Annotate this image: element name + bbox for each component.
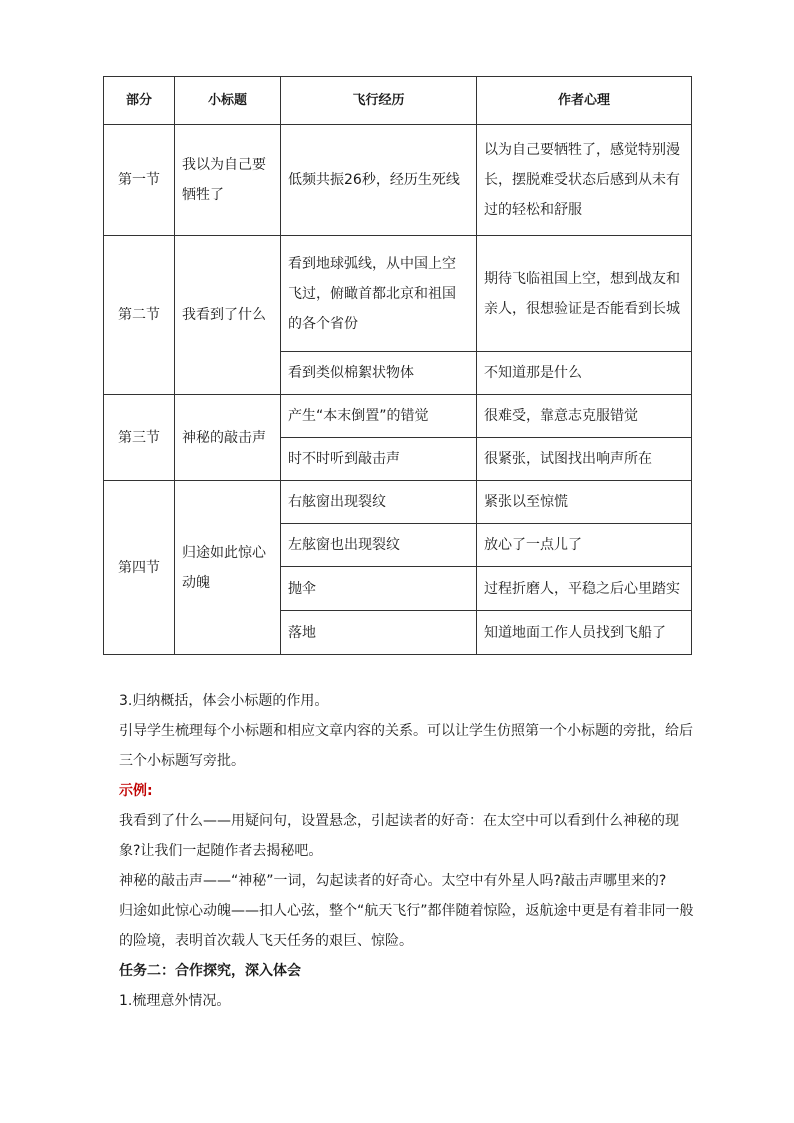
- example-label: 示例:: [119, 783, 153, 799]
- item-3-heading: 3.归纳概括，体会小标题的作用。: [119, 693, 329, 709]
- experience-cell: 低频共振26秒，经历生死线: [281, 125, 477, 236]
- psychology-cell: 紧张以至惊慌: [477, 481, 692, 524]
- table-row: [104, 395, 692, 438]
- section-subtitle: 我看到了什么: [175, 236, 281, 395]
- psychology-cell: 很难受，靠意志克服错觉: [477, 395, 692, 438]
- experience-cell: 左舷窗也出现裂纹: [281, 524, 477, 567]
- section-part: 第二节: [104, 236, 175, 395]
- experience-cell: 落地: [281, 611, 477, 655]
- experience-cell: 抛伞: [281, 567, 477, 611]
- psychology-cell: 期待飞临祖国上空，想到战友和亲人，很想验证是否能看到长城: [477, 236, 692, 352]
- experience-cell: 右舷窗出现裂纹: [281, 481, 477, 524]
- psychology-cell: 不知道那是什么: [477, 352, 692, 395]
- psychology-cell: 很紧张，试图找出响声所在: [477, 438, 692, 481]
- experience-cell: 看到类似棉絮状物体: [281, 352, 477, 395]
- example-paragraph-1: 我看到了什么——用疑问句，设置悬念，引起读者的好奇：在太空中可以看到什么神秘的现象?让我们一起随作者去揭秘吧。: [119, 813, 679, 859]
- experience-cell: 时不时听到敲击声: [281, 438, 477, 481]
- table-row: [104, 481, 692, 524]
- section-part: 第四节: [104, 481, 175, 655]
- table-row: [104, 125, 692, 236]
- example-paragraph-3: 归途如此惊心动魄——扣人心弦，整个“航天飞行”都伴随着惊险，返航途中更是有着非同一般的险境，表明首次载人飞天任务的艰巨、惊险。: [119, 903, 694, 949]
- section-subtitle: 归途如此惊心动魄: [175, 481, 281, 655]
- section-part: 第一节: [104, 125, 175, 236]
- header-psychology: 作者心理: [477, 77, 692, 125]
- section-part: 第三节: [104, 395, 175, 481]
- table-row: [104, 236, 692, 352]
- header-experience: 飞行经历: [281, 77, 477, 125]
- header-subtitle: 小标题: [175, 77, 281, 125]
- guide-paragraph: 引导学生梳理每个小标题和相应文章内容的关系。可以让学生仿照第一个小标题的旁批，给后三个小标题写旁批。: [119, 723, 693, 769]
- table-header-row: [104, 77, 692, 125]
- item-1-heading: 1.梳理意外情况。: [119, 993, 231, 1009]
- psychology-cell: 以为自己要牺牲了，感觉特别漫长，摆脱难受状态后感到从未有过的轻松和舒服: [477, 125, 692, 236]
- experience-cell: 产生“本末倒置”的错觉: [281, 395, 477, 438]
- document-body: [119, 686, 699, 1016]
- section-subtitle: 神秘的敲击声: [175, 395, 281, 481]
- psychology-cell: 过程折磨人，平稳之后心里踏实: [477, 567, 692, 611]
- section-subtitle: 我以为自己要牺牲了: [175, 125, 281, 236]
- psychology-cell: 放心了一点儿了: [477, 524, 692, 567]
- experience-cell: 看到地球弧线，从中国上空飞过，俯瞰首都北京和祖国的各个省份: [281, 236, 477, 352]
- header-part: 部分: [104, 77, 175, 125]
- task-2-heading: 任务二：合作探究，深入体会: [119, 963, 301, 979]
- example-paragraph-2: 神秘的敲击声——“神秘”一词，勾起读者的好奇心。太空中有外星人吗?敲击声哪里来的?: [119, 873, 667, 889]
- summary-table: [103, 76, 692, 655]
- psychology-cell: 知道地面工作人员找到飞船了: [477, 611, 692, 655]
